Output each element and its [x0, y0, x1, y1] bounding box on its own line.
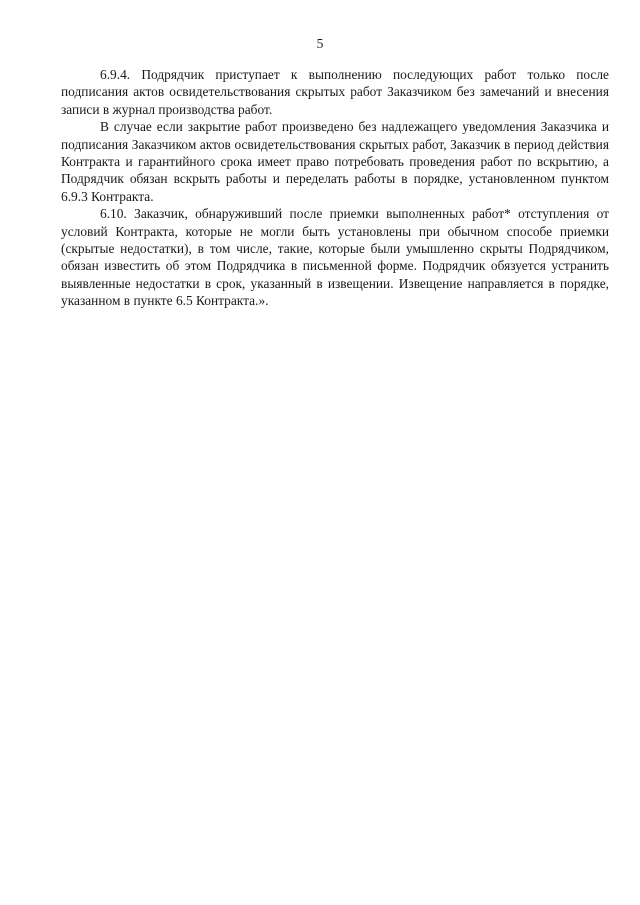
page-number: 5	[316, 36, 324, 51]
paragraph-6-10: 6.10. Заказчик, обнаруживший после приемки выполненных работ* отступления от условий Контракта, которые не могли быть установлены при обычном способе приемки (скрытые недостатки), в том числе, такие, которые были умышленно скрыты Подрядчиком, обязан известить об этом Подрядчика в письменной форме. Подрядчик обязуется устранить выявленные недостатки в срок, указанный в извещении. Извещение направляется в порядке, указанном в пункте 6.5 Контракта.».	[61, 206, 609, 309]
document-body	[61, 66, 609, 310]
paragraph-6-9-4: 6.9.4. Подрядчик приступает к выполнению последующих работ только после подписания актов освидетельствования скрытых работ Заказчиком без замечаний и внесения записи в журнал производства работ.	[61, 67, 609, 117]
paragraph-hidden-works-notice: В случае если закрытие работ произведено без надлежащего уведомления Заказчика и подписания Заказчиком актов освидетельствования скрытых работ, Заказчик в период действия Контракта и гарантийного срока имеет право потребовать проведения работ по вскрытию, а Подрядчик обязан вскрыть работы и переделать работы в порядке, установленном пунктом 6.9.3 Контракта.	[61, 119, 609, 204]
